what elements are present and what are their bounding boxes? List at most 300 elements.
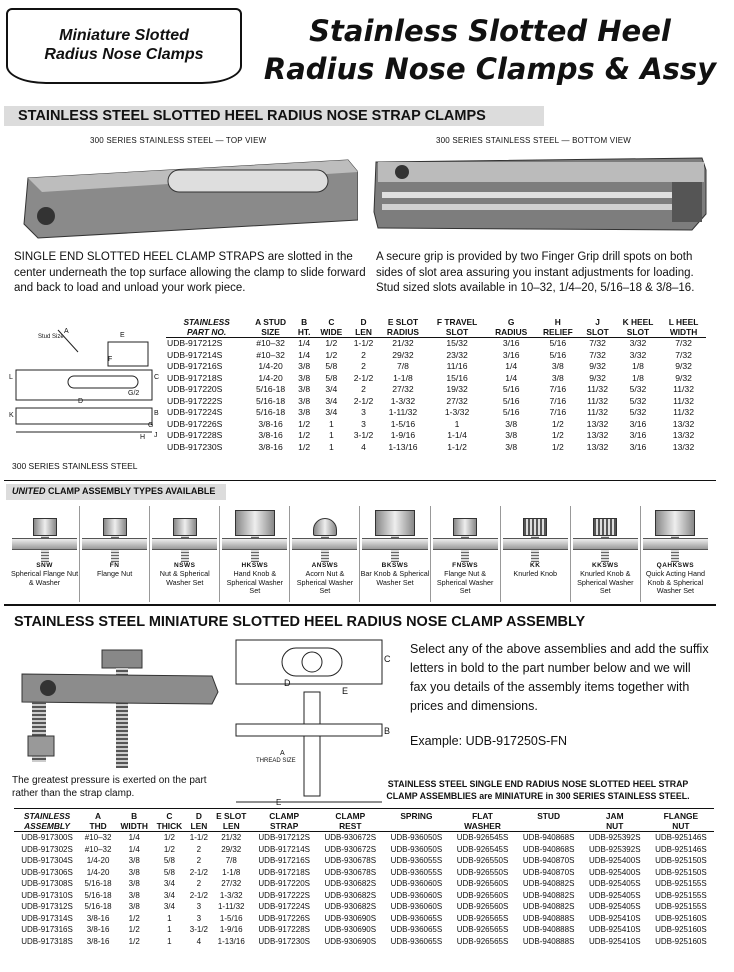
table-cell: 3/8 — [298, 372, 311, 383]
table-cell: UDB-936060S — [390, 902, 443, 911]
table-cell: UDB-917312S — [21, 902, 73, 911]
table-cell: 5/16 — [549, 349, 567, 360]
page-title — [250, 12, 730, 88]
assy-dim-b: B — [384, 726, 391, 736]
table-cell: UDB-917316S — [21, 925, 73, 934]
thread-size-label: THREAD SIZE — [256, 758, 296, 764]
table-row — [166, 396, 706, 408]
table-cell: 13/32 — [672, 441, 695, 452]
table-cell: UDB-940870S — [522, 867, 575, 877]
table-cell: UDB-925146S — [655, 844, 707, 854]
table-cell: 13/32 — [586, 430, 609, 440]
section1-left-paragraph: SINGLE END SLOTTED HEEL CLAMP STRAPS are slotted in the center underneath the top surface allowing the clamp to slide forward and back to load and unload your work piece. — [14, 251, 366, 294]
column-header: FLANGE NUT — [648, 812, 714, 832]
table-cell: UDB-917222S — [258, 890, 310, 900]
table-cell: UDB-917306S — [21, 867, 73, 877]
column-header: D LEN — [186, 812, 211, 832]
table-cell: 1-13/16 — [388, 441, 418, 452]
assy-dim-e: E — [342, 686, 349, 696]
table-row — [14, 924, 714, 936]
table-cell: 1/4 — [505, 372, 518, 383]
assembly-type-kk — [500, 506, 570, 602]
dim-label-h: H — [140, 434, 146, 441]
assembly-description: Knurled Knob — [513, 569, 557, 578]
column-header: J SLOT — [580, 318, 614, 338]
table-cell: 7/8 — [225, 856, 237, 865]
badge-line-1: Miniature Slotted — [59, 27, 189, 44]
table-row — [166, 407, 706, 419]
table-cell: 1/4 — [298, 338, 311, 348]
column-header: B WIDTH — [116, 812, 152, 832]
table-cell: 1-5/16 — [390, 418, 416, 429]
caption-top-view: 300 SERIES STAINLESS STEEL — TOP VIEW — [90, 136, 267, 145]
table-cell: 3 — [196, 902, 202, 911]
table-cell: UDB-930678S — [324, 867, 377, 877]
table-cell: 5/16-18 — [255, 395, 286, 406]
table-cell: 1-1/4 — [447, 430, 467, 440]
table-cell: 27/32 — [392, 384, 414, 394]
table-cell: 1/2 — [128, 925, 140, 934]
table-row — [14, 901, 714, 913]
dim-label-l: L — [9, 374, 13, 381]
table-cell: UDB-917314S — [21, 913, 73, 923]
assy-dim-a: A — [280, 750, 285, 757]
table-cell: UDB-926565S — [456, 913, 509, 923]
table-cell: UDB-930690S — [324, 925, 377, 934]
table-row — [14, 936, 714, 948]
table-cell: 3/8-16 — [258, 430, 283, 440]
table-cell: UDB-925400S — [588, 867, 641, 877]
nut-icon — [173, 518, 197, 536]
nut-icon — [593, 518, 617, 536]
table-cell: 3/16 — [629, 441, 647, 452]
strap-plate-icon — [503, 538, 568, 550]
strap-top-view-photo — [18, 152, 358, 242]
table-row — [14, 855, 714, 867]
assembly-code: QAHKSWS — [656, 562, 695, 569]
table-cell: UDB-926550S — [456, 856, 509, 865]
table-cell: 4 — [361, 441, 366, 452]
table-row — [14, 890, 714, 902]
table-cell: UDB-917216S — [258, 856, 310, 865]
table-cell: 3 — [196, 913, 202, 923]
section1-right-paragraph: A secure grip is provided by two Finger Grip drill spots on both sides of slot area assuring you instant adjustments for loading. Stud sized slots available in 10–32, 1/4–20, 5/16–18 & 3/8–16. — [376, 251, 695, 294]
column-header: STUD — [516, 812, 582, 832]
table-cell: 1/2 — [325, 349, 338, 360]
table-cell: 3/8-16 — [86, 925, 110, 934]
strap-bottom-view-photo — [372, 152, 708, 236]
table-cell: 1/2 — [163, 844, 175, 854]
assembly-table — [14, 812, 714, 947]
table-cell: 11/32 — [587, 407, 608, 417]
column-header: STAINLESS ASSEMBLY — [14, 812, 80, 832]
column-header: D LEN — [348, 318, 379, 338]
dim-label-e: E — [120, 332, 125, 339]
table-cell: 9/32 — [589, 361, 606, 371]
column-header: B HT. — [294, 318, 315, 338]
nut-icon — [523, 518, 547, 536]
table-cell: 11/32 — [673, 407, 694, 417]
section1-heading: STAINLESS STEEL SLOTTED HEEL RADIUS NOSE STRAP CLAMPS — [4, 106, 544, 126]
table-cell: UDB-917302S — [21, 844, 73, 854]
table-row — [166, 384, 706, 396]
table-cell: UDB-925160S — [655, 936, 707, 946]
table-cell: 27/32 — [221, 879, 242, 888]
title-line-2: Radius Nose Clamps & Assy — [263, 52, 717, 86]
table-cell: 5/16-18 — [84, 902, 112, 911]
table-cell: 19/32 — [446, 384, 468, 394]
brand-name: UNITED — [12, 486, 46, 496]
assembly-type-nsws — [149, 506, 219, 602]
column-header: K HEEL SLOT — [615, 318, 661, 338]
nut-icon — [33, 518, 57, 536]
table-cell: 2-1/2 — [353, 372, 374, 383]
dim-label-a: A — [64, 328, 69, 335]
table-cell: UDB-925405S — [588, 890, 641, 900]
table-cell: 3/8 — [551, 361, 564, 371]
table-cell: 15/16 — [446, 372, 468, 383]
table-cell: UDB-925410S — [588, 925, 641, 934]
section2-heading: STAINLESS STEEL MINIATURE SLOTTED HEEL RADIUS NOSE CLAMP ASSEMBLY — [4, 612, 704, 632]
table-cell: 1 — [167, 913, 172, 923]
table-cell: 2-1/2 — [189, 867, 208, 877]
table-cell: UDB-925405S — [588, 902, 641, 911]
table-cell: 3/8 — [505, 441, 518, 452]
table-cell: 1/2 — [551, 418, 564, 429]
table-cell: 1-9/16 — [390, 430, 416, 440]
column-header: G RADIUS — [487, 318, 535, 338]
table-cell: 1-11/32 — [388, 407, 418, 417]
table-cell: UDB-925160S — [655, 913, 707, 923]
strap-plate-icon — [643, 538, 708, 550]
table-cell: UDB-925155S — [655, 890, 707, 900]
divider — [4, 480, 716, 481]
table-cell: UDB-925405S — [588, 879, 641, 888]
table-cell: 2 — [361, 384, 366, 394]
table-cell: 3/8-16 — [258, 441, 283, 452]
strap-plate-icon — [573, 538, 638, 550]
table-cell: 3 — [361, 418, 366, 429]
assembly-code: FN — [109, 562, 120, 569]
table-cell: UDB-940870S — [522, 856, 575, 865]
table-cell: 3/8 — [505, 430, 518, 440]
table-cell: 5/16 — [502, 384, 520, 394]
table-cell: UDB-917216S — [167, 361, 223, 371]
dim-label-j: J — [154, 432, 158, 439]
table-row — [14, 913, 714, 925]
column-header: JAM NUT — [582, 812, 648, 832]
table-cell: 7/8 — [396, 361, 409, 371]
table-cell: 3/16 — [502, 349, 520, 360]
assembly-code: NSWS — [173, 562, 196, 569]
assembly-description: Knurled Knob & Spherical Washer Set — [577, 569, 634, 595]
table-cell: 3/8 — [128, 890, 140, 900]
table-row — [166, 350, 706, 362]
table-cell: 5/16 — [549, 338, 567, 348]
assy-dim-c: C — [384, 654, 391, 664]
table-cell: UDB-930682S — [324, 902, 377, 911]
table-cell: UDB-917226S — [258, 913, 310, 923]
table-cell: UDB-925150S — [655, 856, 707, 865]
table-cell: 3/8 — [298, 361, 311, 371]
assembly-type-answs — [289, 506, 359, 602]
column-header: STAINLESS PART NO. — [166, 318, 247, 338]
table-row — [166, 361, 706, 373]
table-cell: 3-1/2 — [353, 430, 374, 440]
table-cell: 9/32 — [675, 361, 692, 371]
table-cell: 21/32 — [392, 338, 414, 348]
table-row — [166, 442, 706, 454]
table-cell: 5/8 — [325, 361, 338, 371]
table-cell: 5/32 — [629, 384, 647, 394]
assembly-type-bksws — [359, 506, 429, 602]
table-cell: UDB-925392S — [588, 833, 641, 842]
table-cell: 3 — [361, 407, 366, 417]
assembly-types-row — [10, 506, 710, 602]
table-cell: UDB-930678S — [324, 856, 377, 865]
table-cell: 3/8-16 — [86, 936, 110, 946]
table-cell: 1-1/8 — [222, 867, 241, 877]
table-cell: UDB-926560S — [456, 890, 509, 900]
table-cell: UDB-917224S — [167, 407, 223, 417]
table-cell: 5/32 — [629, 407, 647, 417]
table-cell: 1 — [167, 925, 172, 934]
table-cell: 1/2 — [298, 418, 311, 429]
table-cell: UDB-926560S — [456, 902, 509, 911]
dim-label-g: G — [148, 422, 154, 429]
table-cell: 1/2 — [128, 913, 140, 923]
table-cell: 3/8 — [298, 384, 311, 394]
assembly-code: ANSWS — [311, 562, 339, 569]
assembly-code: KK — [530, 562, 541, 569]
table-cell: 1/2 — [325, 338, 338, 348]
table-cell: 1-11/32 — [217, 902, 245, 911]
table-cell: UDB-940888S — [522, 936, 575, 946]
table-cell: 7/16 — [549, 384, 567, 394]
table-cell: 3/4 — [325, 384, 338, 394]
nut-icon — [235, 510, 275, 536]
caption-bottom-view: 300 SERIES STAINLESS STEEL — BOTTOM VIEW — [436, 136, 632, 145]
table-cell: UDB-940888S — [522, 925, 575, 934]
table-cell: UDB-940868S — [522, 833, 575, 842]
table-cell: 1/4 — [128, 833, 140, 842]
assembly-type-fnsws — [430, 506, 500, 602]
table-cell: UDB-917228S — [167, 430, 223, 440]
table-cell: UDB-917220S — [167, 384, 223, 394]
table-cell: 5/8 — [163, 867, 175, 877]
column-header: A STUD SIZE — [247, 318, 294, 338]
table-cell: 2 — [361, 361, 366, 371]
table-cell: UDB-936055S — [390, 856, 443, 865]
table-cell: 1-1/2 — [447, 441, 467, 452]
table-cell: 1/4-20 — [86, 856, 110, 865]
assembly-description: Acorn Nut & Spherical Washer Set — [296, 569, 354, 595]
nut-icon — [375, 510, 415, 536]
table-cell: 1-3/32 — [219, 890, 243, 900]
assembly-description: Flange Nut — [97, 569, 133, 578]
table-cell: 3/16 — [629, 430, 647, 440]
table-cell: 5/16-18 — [84, 890, 112, 900]
table-cell: 1-5/16 — [219, 913, 243, 923]
table-cell: UDB-925400S — [588, 856, 641, 865]
table-cell: 3/8 — [298, 395, 311, 406]
table-cell: UDB-917304S — [21, 856, 73, 865]
table-cell: 2 — [196, 879, 202, 888]
table-cell: UDB-917224S — [258, 902, 310, 911]
table-cell: UDB-926545S — [456, 844, 509, 854]
table-cell: UDB-940882S — [522, 902, 575, 911]
table-cell: 3/4 — [325, 395, 338, 406]
table-cell: 1/2 — [298, 430, 311, 440]
column-header: FLAT WASHER — [449, 812, 515, 832]
table-cell: UDB-926545S — [456, 833, 509, 842]
assembly-type-fn — [79, 506, 149, 602]
assembly-type-snw — [10, 506, 79, 602]
table-cell: UDB-917230S — [258, 936, 310, 946]
table-cell: 5/8 — [163, 856, 175, 865]
table-cell: 1/4-20 — [258, 372, 283, 383]
table-cell: UDB-917318S — [21, 936, 73, 946]
strap-plate-icon — [433, 538, 498, 550]
table-cell: UDB-917228S — [258, 925, 310, 934]
strap-plate-icon — [82, 538, 147, 550]
table-row — [166, 430, 706, 442]
table-cell: UDB-917212S — [167, 338, 223, 348]
table-cell: 1/4-20 — [86, 867, 110, 877]
table-row — [14, 832, 714, 844]
table-cell: 1 — [328, 430, 334, 440]
section2-paragraph: Select any of the above assemblies and add the suffix letters in bold to the part number below and we will fax you details of the assembly items together with prices and dimensions. — [410, 642, 709, 713]
table-cell: 21/32 — [221, 833, 242, 842]
table-cell: UDB-936050S — [390, 833, 443, 842]
divider — [4, 604, 716, 606]
table-cell: UDB-930682S — [324, 890, 377, 900]
table-cell: UDB-925410S — [588, 936, 641, 946]
table-cell: 1-9/16 — [219, 925, 243, 934]
table-cell: 1-1/8 — [393, 372, 413, 383]
table-cell: UDB-917300S — [21, 833, 73, 842]
table-cell: 2 — [196, 844, 202, 854]
table-cell: 7/16 — [549, 395, 567, 406]
nut-icon — [313, 518, 337, 536]
table-cell: 3/8 — [128, 856, 140, 865]
strap-plate-icon — [292, 538, 357, 550]
table-cell: UDB-926565S — [456, 936, 509, 946]
table-row — [14, 867, 714, 879]
table-cell: UDB-930690S — [324, 913, 377, 923]
dim-label-f: F — [108, 356, 113, 363]
table-cell: 1-13/16 — [217, 936, 245, 946]
table-cell: 3/32 — [629, 349, 647, 360]
table-cell: 1-3/32 — [390, 395, 416, 406]
example-part-number: Example: UDB-917250S-FN — [410, 734, 568, 748]
table-cell: UDB-917226S — [167, 418, 223, 429]
table-cell: UDB-926560S — [456, 879, 509, 888]
table-cell: 3/8 — [128, 867, 140, 877]
dim-label-d: D — [78, 398, 84, 405]
assy-dim-e-bottom: E — [276, 798, 282, 807]
strap-plate-icon — [222, 538, 287, 550]
assembly-description: Hand Knob & Spherical Washer Set — [226, 569, 284, 595]
table-cell: UDB-926550S — [456, 867, 509, 877]
table-cell: #10–32 — [256, 349, 285, 360]
strap-plate-icon — [362, 538, 427, 550]
table-cell: #10–32 — [84, 833, 112, 842]
table-cell: 9/32 — [675, 372, 692, 383]
assembly-code: HKSWS — [241, 562, 269, 569]
table-cell: UDB-917212S — [258, 833, 310, 842]
table-cell: 1/2 — [163, 833, 175, 842]
strap-plate-icon — [152, 538, 217, 550]
table-cell: 3/16 — [629, 418, 647, 429]
table-cell: 7/32 — [675, 349, 692, 360]
table-cell: 5/16-18 — [255, 407, 286, 417]
table-cell: UDB-925146S — [655, 833, 707, 842]
nut-icon — [655, 510, 695, 536]
table-cell: 7/16 — [549, 407, 567, 417]
table-cell: 11/32 — [673, 384, 694, 394]
table-cell: 13/32 — [586, 418, 609, 429]
table-cell: 1/8 — [631, 372, 644, 383]
table-cell: 1 — [328, 418, 334, 429]
table-cell: 3-1/2 — [189, 925, 208, 934]
dim-label-k: K — [9, 412, 14, 419]
table-row — [166, 373, 706, 385]
table-cell: 9/32 — [589, 372, 606, 383]
table-cell: 2-1/2 — [189, 890, 208, 900]
divider — [14, 808, 714, 809]
table-cell: 5/16 — [502, 407, 520, 417]
table-row — [166, 419, 706, 431]
table-cell: 3/4 — [325, 407, 338, 417]
table-cell: 1/4 — [505, 361, 518, 371]
table-cell: 2 — [196, 856, 202, 865]
table-cell: UDB-930690S — [324, 936, 377, 946]
diagram1-caption: 300 SERIES STAINLESS STEEL — [12, 461, 138, 471]
table-cell: 11/16 — [446, 361, 468, 371]
table-cell: UDB-940882S — [522, 890, 575, 900]
table-cell: 1/2 — [298, 441, 311, 452]
table-cell: 13/32 — [672, 418, 695, 429]
table-cell: 11/32 — [587, 384, 608, 394]
column-header: C WIDE — [314, 318, 348, 338]
table-cell: UDB-917308S — [21, 879, 73, 888]
table-cell: UDB-917218S — [167, 372, 223, 383]
table-cell: 27/32 — [446, 395, 468, 406]
table-cell: UDB-930672S — [324, 833, 377, 842]
assembly-code: BKSWS — [381, 562, 409, 569]
table-cell: UDB-917310S — [21, 890, 73, 900]
column-header: E SLOT RADIUS — [379, 318, 427, 338]
dim-label-b: B — [154, 410, 159, 417]
table-row — [166, 338, 706, 350]
table-cell: 3/8 — [128, 879, 140, 888]
table-cell: 2-1/2 — [353, 395, 374, 406]
table-cell: #10–32 — [84, 844, 112, 854]
column-header: E SLOT LEN — [211, 812, 251, 832]
table-cell: UDB-917214S — [167, 349, 223, 360]
table-cell: 3/4 — [163, 890, 175, 900]
table-cell: UDB-917230S — [167, 441, 223, 452]
table-cell: 5/32 — [629, 395, 647, 406]
table-cell: 1-1/2 — [353, 338, 374, 348]
nut-icon — [453, 518, 477, 536]
table-cell: 1 — [454, 418, 460, 429]
assembly-note-line-1: STAINLESS STEEL SINGLE END RADIUS NOSE SLOTTED HEEL STRAP — [387, 779, 689, 789]
table-cell: 5/8 — [325, 372, 338, 383]
table-row — [14, 844, 714, 856]
table-cell: 1-1/2 — [189, 833, 208, 842]
